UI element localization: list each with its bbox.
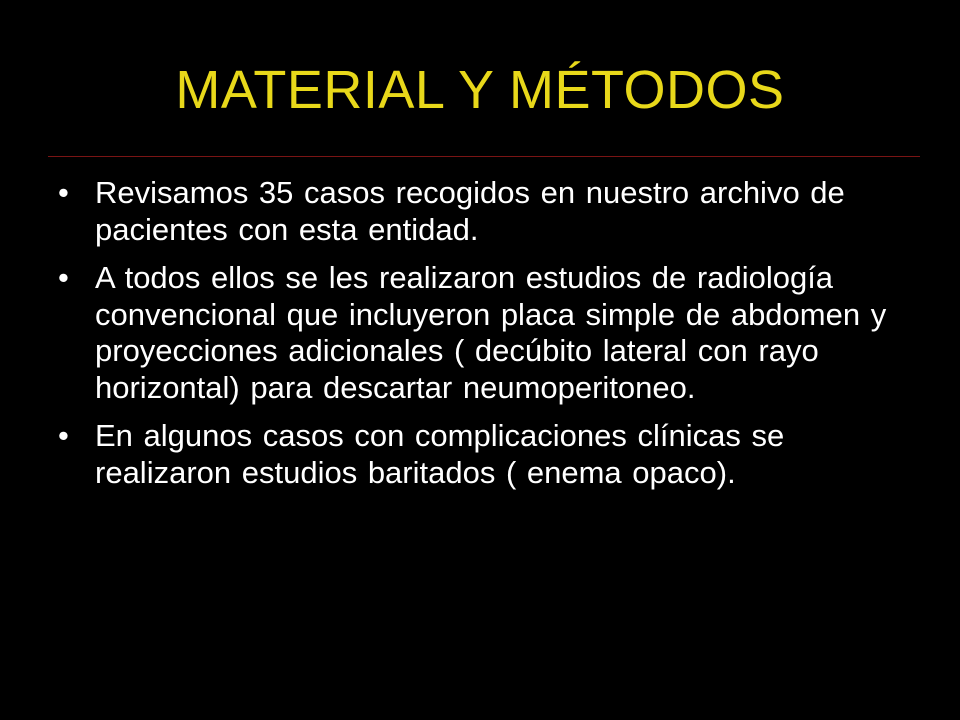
bullet-item (58, 260, 898, 406)
bullet-item (58, 418, 898, 491)
bullet-item (58, 175, 898, 248)
bullet-dot-icon: • (58, 418, 69, 453)
bullet-text: A todos ellos se les realizaron estudios de radiología convencional que incluyeron placa simple de abdomen y proyecciones adicionales ( decúbito lateral con rayo horizontal) para descartar neumoperitoneo. (95, 260, 887, 405)
slide-title: MATERIAL Y MÉTODOS (175, 60, 785, 120)
bullet-dot-icon: • (58, 260, 69, 295)
bullet-text: En algunos casos con complicaciones clínicas se realizaron estudios baritados ( enema opaco). (95, 418, 785, 490)
bullet-text: Revisamos 35 casos recogidos en nuestro archivo de pacientes con esta entidad. (95, 175, 845, 247)
bullet-list (58, 175, 898, 503)
bullet-dot-icon: • (58, 175, 69, 210)
title-divider (48, 156, 920, 157)
